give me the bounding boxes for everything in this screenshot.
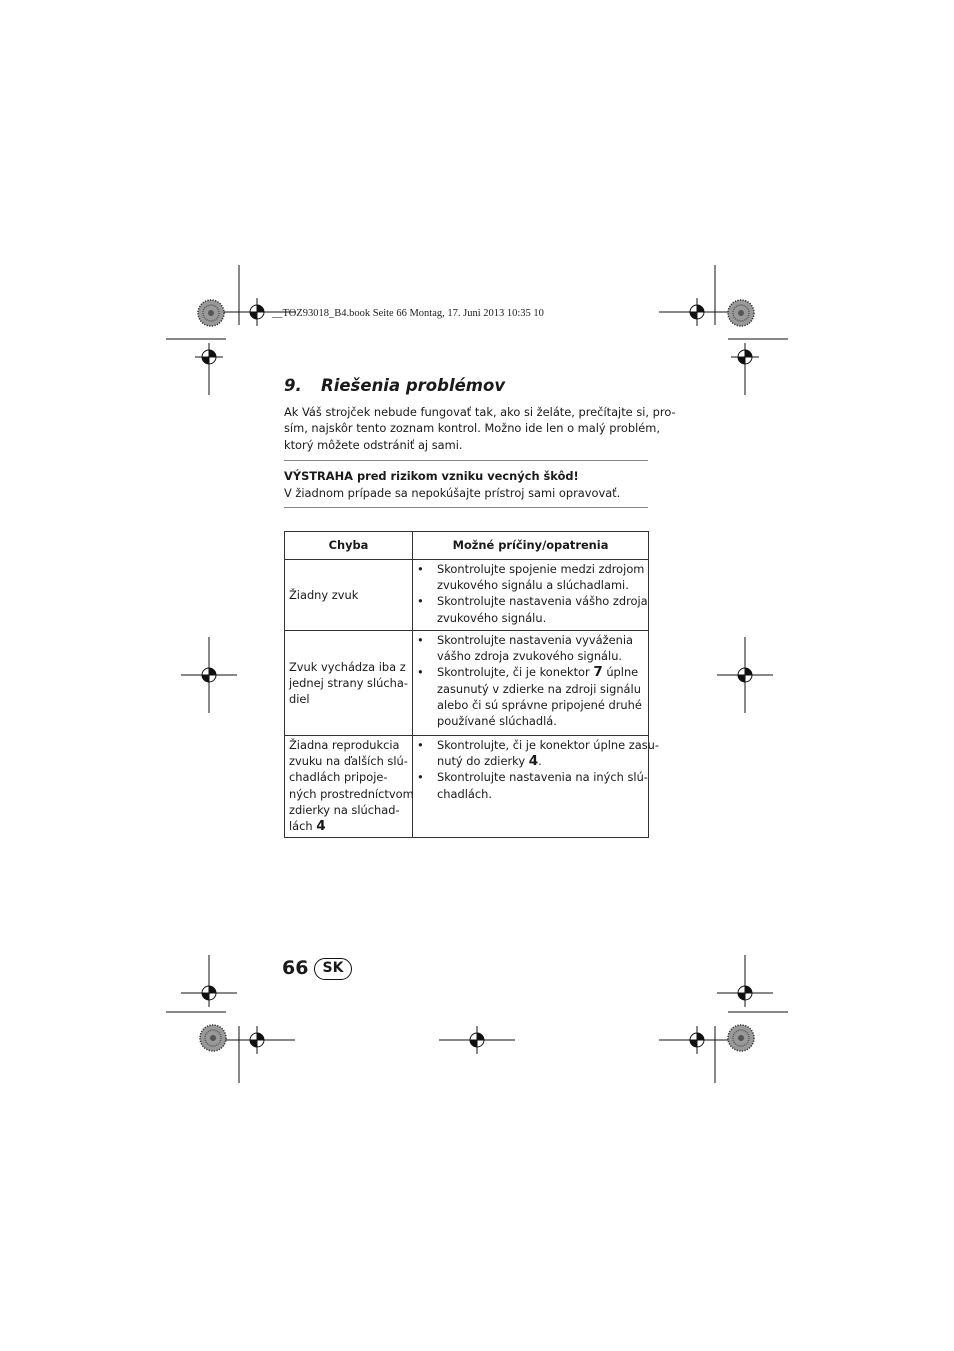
fix-line — [437, 753, 645, 769]
table-header-row — [285, 532, 649, 560]
fix-line: zasunutý v zdierke na zdroji signálu — [437, 681, 641, 696]
fix-cell — [413, 736, 659, 838]
fix-line: zvukového signálu a slúchadlami. — [437, 578, 629, 593]
fix-text: Skontrolujte, či je konektor — [437, 665, 594, 680]
error-cell — [285, 736, 413, 838]
intro-line: ktorý môžete odstrániť aj sami. — [284, 437, 463, 452]
fix-item — [415, 737, 659, 770]
fix-line: Skontrolujte spojenie medzi zdrojom — [437, 562, 645, 576]
error-line: zvuku na ďalších slú- — [289, 754, 408, 769]
section-title-text: Riešenia problémov — [321, 376, 506, 395]
intro-paragraph — [284, 404, 676, 453]
error-line: Zvuk vychádza iba z — [289, 659, 406, 674]
error-line — [289, 818, 408, 834]
fix-line: Skontrolujte nastavenia vášho zdroja — [437, 594, 648, 609]
fix-line: alebo či sú správne pripojené druhé — [437, 697, 642, 712]
fix-line: používané slúchadlá. — [437, 714, 557, 729]
bullet-icon: • — [417, 562, 424, 576]
error-cell — [285, 560, 413, 631]
troubleshooting-table — [284, 531, 659, 838]
bullet-icon: • — [417, 738, 424, 752]
fix-cell — [413, 631, 649, 736]
fix-line — [437, 664, 645, 680]
fix-text: úplne — [602, 665, 639, 680]
fix-line: vášho zdroja zvukového signálu. — [437, 649, 623, 664]
error-line: zdierky na slúchad- — [289, 802, 400, 817]
fix-cell — [413, 560, 649, 631]
error-line: jednej strany slúcha- — [289, 675, 408, 690]
error-line: chadlách pripoje- — [289, 770, 388, 785]
table-row — [285, 736, 649, 838]
fix-text: nutý do zdierky — [437, 754, 529, 769]
fix-line: Skontrolujte, či je konektor úplne zasu- — [437, 738, 659, 752]
fix-line: chadlách. — [437, 786, 492, 801]
fix-line: zvukového signálu. — [437, 610, 547, 625]
intro-line: sím, najskôr tento zoznam kontrol. Možno ide len o malý problém, — [284, 421, 661, 436]
error-line: Žiadny zvuk — [289, 587, 359, 602]
table-row — [285, 631, 649, 736]
warning-top-rule — [284, 460, 648, 461]
error-line: Žiadna reprodukcia — [289, 738, 400, 752]
fix-item — [415, 561, 645, 593]
bullet-icon: • — [417, 665, 424, 680]
column-header-error: Chyba — [285, 532, 413, 560]
fix-item — [415, 632, 645, 664]
fix-item — [415, 769, 648, 801]
error-text: lách — [289, 819, 317, 834]
page-number: 66 — [282, 957, 309, 979]
fix-line: Skontrolujte nastavenia na iných slú- — [437, 770, 648, 785]
fix-line: Skontrolujte nastavenia vyváženia — [437, 633, 633, 647]
column-header-causes: Možné príčiny/opatrenia — [413, 532, 649, 560]
table-row — [285, 560, 649, 631]
fix-item — [415, 593, 648, 625]
section-number: 9. — [284, 376, 302, 395]
warning-bottom-rule — [284, 507, 648, 508]
bullet-icon: • — [417, 770, 424, 785]
socket-reference: 4 — [316, 818, 326, 835]
language-badge: SK — [314, 958, 352, 980]
section-title — [284, 376, 505, 395]
error-cell — [285, 631, 413, 736]
warning-body: V žiadnom prípade sa nepokúšajte prístroj sami opravovať. — [284, 486, 621, 500]
print-header-line: __TOZ93018_B4.book Seite 66 Montag, 17. Juni 2013 10:35 10 — [272, 308, 544, 319]
bullet-icon: • — [417, 594, 424, 609]
error-line: ných prostredníctvom — [289, 786, 414, 801]
warning-title: VÝSTRAHA pred rizikom vzniku vecných škôd! — [284, 469, 579, 483]
bullet-icon: • — [417, 633, 424, 647]
fix-text: . — [538, 754, 542, 769]
fix-item — [415, 664, 645, 729]
connector-reference: 7 — [593, 664, 603, 681]
error-line: diel — [289, 692, 310, 707]
socket-reference: 4 — [528, 753, 539, 770]
intro-line: Ak Váš strojček nebude fungovať tak, ako si želáte, prečítajte si, pro- — [284, 405, 676, 419]
